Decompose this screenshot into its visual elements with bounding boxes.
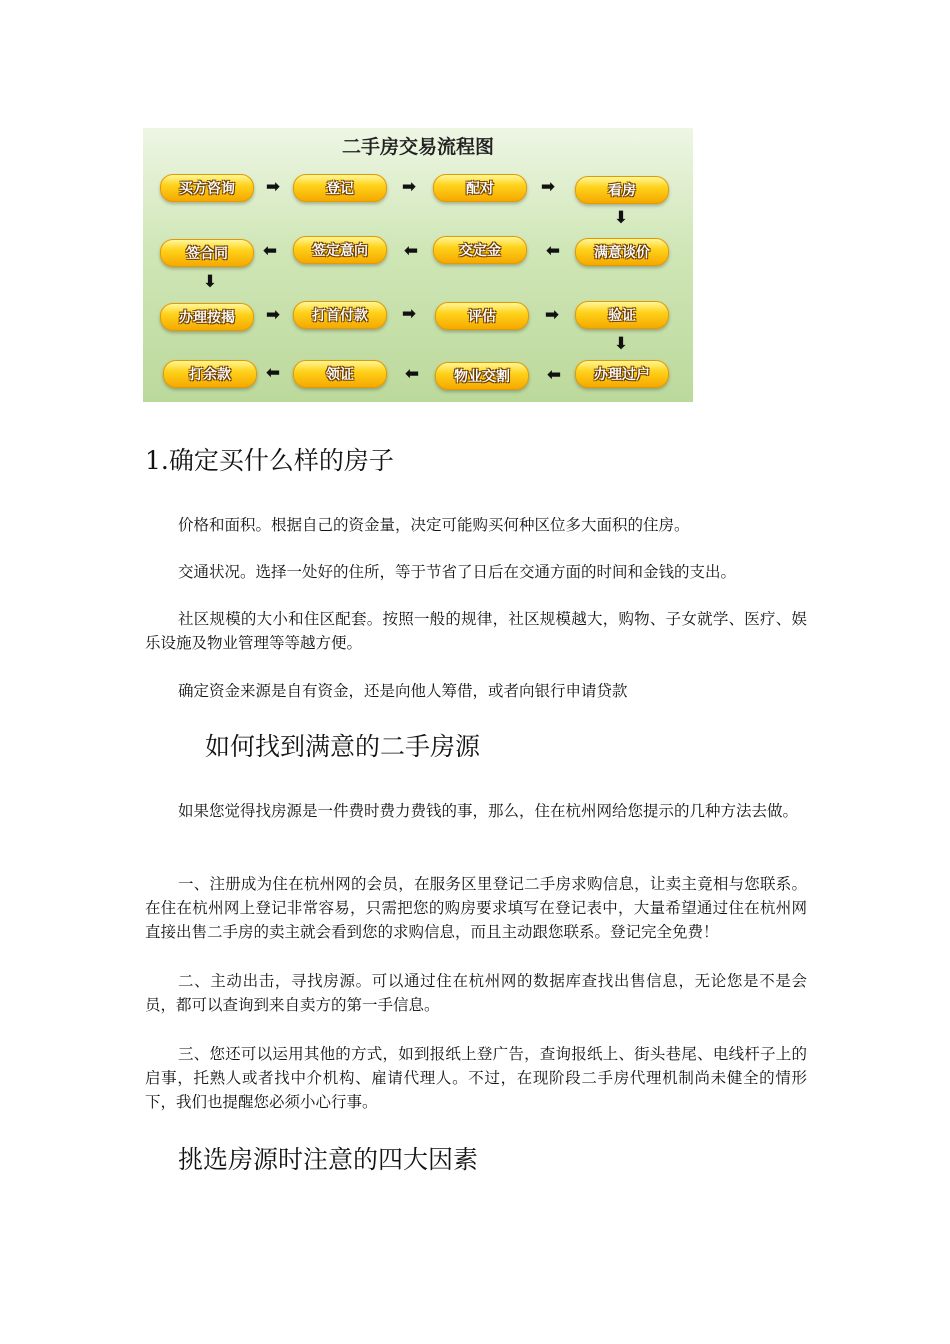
step-sign-contract: 签合同 xyxy=(160,239,254,267)
step-mortgage: 办理按揭 xyxy=(160,303,254,331)
arrow-left-icon: ⬅ xyxy=(403,241,419,261)
step-property-handover: 物业交割 xyxy=(435,362,529,390)
step-pay-balance: 打余款 xyxy=(163,360,257,388)
step-down-payment: 打首付款 xyxy=(293,301,387,329)
paragraph: 二、主动出击，寻找房源。可以通过住在杭州网的数据库查找出售信息，无论您是不是会员，都可以查询到来自卖方的第一手信息。 xyxy=(145,972,807,1014)
paragraph: 社区规模的大小和住区配套。按照一般的规律，社区规模越大，购物、子女就学、医疗、娱乐设施及物业管理等等越方便。 xyxy=(145,610,807,652)
paragraph: 交通状况。选择一处好的住所，等于节省了日后在交通方面的时间和金钱的支出。 xyxy=(178,563,737,581)
section-heading-four-factors: 挑选房源时注意的四大因素 xyxy=(178,1145,479,1174)
step-buyer-consult: 买方咨询 xyxy=(160,174,254,202)
arrow-right-icon: ➡ xyxy=(265,177,281,197)
arrow-left-icon: ⬅ xyxy=(265,363,281,383)
arrow-right-icon: ➡ xyxy=(401,177,417,197)
paragraph: 一、注册成为住在杭州网的会员，在服务区里登记二手房求购信息，让卖主竟相与您联系。在住在杭州网上登记非常容易，只需把您的购房要求填写在登记表中，大量希望通过住在杭州网直接出售二手房的卖主就会看到您的求购信息，而且主动跟您联系。登记完全免费！ xyxy=(145,875,807,941)
arrow-down-icon: ⬇ xyxy=(613,334,629,354)
arrow-left-icon: ⬅ xyxy=(545,241,561,261)
arrow-left-icon: ⬅ xyxy=(546,365,562,385)
step-appraisal: 评估 xyxy=(435,302,529,330)
step-transfer: 办理过户 xyxy=(575,360,669,388)
arrow-right-icon: ➡ xyxy=(265,305,281,325)
arrow-down-icon: ⬇ xyxy=(202,272,218,292)
arrow-left-icon: ⬅ xyxy=(262,241,278,261)
section-heading-what-to-buy: 1.确定买什么样的房子 xyxy=(145,446,394,475)
step-pay-deposit: 交定金 xyxy=(433,236,527,264)
step-get-certificate: 领证 xyxy=(293,360,387,388)
step-sign-intent: 签定意向 xyxy=(293,236,387,264)
arrow-right-icon: ➡ xyxy=(540,177,556,197)
paragraph: 确定资金来源是自有资金，还是向他人筹借，或者向银行申请贷款 xyxy=(178,682,628,700)
step-match: 配对 xyxy=(433,174,527,202)
step-negotiate: 满意谈价 xyxy=(575,238,669,266)
step-register: 登记 xyxy=(293,174,387,202)
step-verify: 验证 xyxy=(575,301,669,329)
paragraph: 价格和面积。根据自己的资金量，决定可能购买何种区位多大面积的住房。 xyxy=(178,516,690,534)
arrow-right-icon: ➡ xyxy=(401,304,417,324)
transaction-flowchart xyxy=(143,128,693,402)
flowchart-title: 二手房交易流程图 xyxy=(341,136,494,158)
section-heading-find-source: 如何找到满意的二手房源 xyxy=(205,732,481,761)
arrow-down-icon: ⬇ xyxy=(613,208,629,228)
paragraph: 如果您觉得找房源是一件费时费力费钱的事，那么，住在杭州网给您提示的几种方法去做。 xyxy=(178,802,799,820)
arrow-left-icon: ⬅ xyxy=(404,364,420,384)
paragraph: 三、您还可以运用其他的方式，如到报纸上登广告，查询报纸上、街头巷尾、电线杆子上的启事，托熟人或者找中介机构、雇请代理人。不过，在现阶段二手房代理机制尚未健全的情形下，我们也提醒您必须小心行事。 xyxy=(145,1045,807,1111)
arrow-right-icon: ➡ xyxy=(544,305,560,325)
step-view-house: 看房 xyxy=(575,176,669,204)
